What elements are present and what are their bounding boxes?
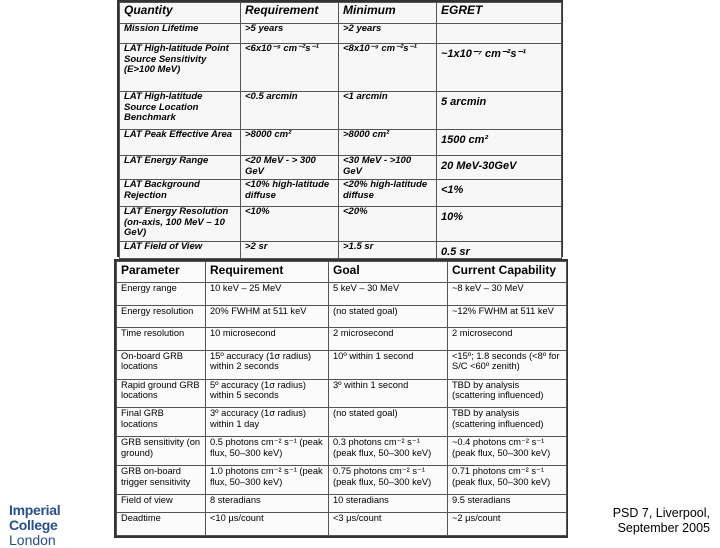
- table-cell-minimum: <8x10⁻⁹ cm⁻²s⁻¹: [339, 44, 437, 92]
- table-cell-goal: <3 μs/count: [329, 513, 448, 536]
- table-row: [117, 350, 567, 379]
- table-row: [117, 408, 567, 437]
- table-cell-goal: 5 keV – 30 MeV: [329, 283, 448, 306]
- table-cell-requirement: 20% FWHM at 511 keV: [206, 305, 329, 328]
- table-cell-requirement: <6x10⁻⁹ cm⁻²s⁻¹: [241, 44, 339, 92]
- table-cell-parameter: Energy resolution: [117, 305, 206, 328]
- table-cell-parameter: GRB sensitivity (on ground): [117, 437, 206, 466]
- table-cell-goal: 10 steradians: [329, 494, 448, 513]
- table-row: [120, 24, 562, 44]
- table-cell-current-capability: TBD by analysis (scattering influenced): [448, 408, 567, 437]
- table-cell-requirement: 15º accuracy (1σ radius) within 2 seconds: [206, 350, 329, 379]
- lat-requirements-table-frame: [117, 0, 563, 257]
- column-header-egret: EGRET: [437, 3, 562, 24]
- table-cell-quantity: LAT Field of View: [120, 242, 241, 259]
- table-cell-egret: ~1x10⁻⁷ cm⁻²s⁻¹: [437, 44, 562, 92]
- table-cell-quantity: LAT Background Rejection: [120, 180, 241, 207]
- table-cell-egret: [437, 24, 562, 44]
- table-cell-requirement: 5º accuracy (1σ radius) within 5 seconds: [206, 379, 329, 408]
- gbm-table-body: [117, 283, 567, 536]
- table-row: [120, 44, 562, 92]
- table-row: [120, 92, 562, 130]
- table-cell-requirement: >8000 cm²: [241, 130, 339, 156]
- table-cell-requirement: <20 MeV - > 300 GeV: [241, 156, 339, 180]
- table-row: [117, 305, 567, 328]
- table-cell-current-capability: 2 microsecond: [448, 328, 567, 351]
- table-row: [120, 242, 562, 259]
- table-cell-current-capability: ~2 μs/count: [448, 513, 567, 536]
- column-header-current-capability: Current Capability: [448, 262, 567, 283]
- table-row: [117, 466, 567, 495]
- table-cell-quantity: Mission Lifetime: [120, 24, 241, 44]
- table-cell-requirement: 10 keV – 25 MeV: [206, 283, 329, 306]
- table-cell-goal: 2 microsecond: [329, 328, 448, 351]
- slide-footer-note: [580, 506, 710, 536]
- table-row: [117, 494, 567, 513]
- table-cell-requirement: <0.5 arcmin: [241, 92, 339, 130]
- table-cell-requirement: 0.5 photons cm⁻² s⁻¹ (peak flux, 50–300 keV): [206, 437, 329, 466]
- table-cell-goal: 0.3 photons cm⁻² s⁻¹ (peak flux, 50–300 keV): [329, 437, 448, 466]
- table-cell-egret: 20 MeV-30GeV: [437, 156, 562, 180]
- table-cell-parameter: Rapid ground GRB locations: [117, 379, 206, 408]
- table-cell-quantity: LAT High-latitude Source Location Benchmark: [120, 92, 241, 130]
- table-cell-requirement: 3º accuracy (1σ radius) within 1 day: [206, 408, 329, 437]
- table-cell-goal: (no stated goal): [329, 305, 448, 328]
- table-cell-requirement: <10% high-latitude diffuse: [241, 180, 339, 207]
- table-cell-requirement: <10%: [241, 207, 339, 242]
- table-row: [120, 130, 562, 156]
- table-cell-current-capability: ~8 keV – 30 MeV: [448, 283, 567, 306]
- table-cell-quantity: LAT High-latitude Point Source Sensitivity (E>100 MeV): [120, 44, 241, 92]
- table-row: [117, 283, 567, 306]
- table-cell-goal: (no stated goal): [329, 408, 448, 437]
- table-cell-minimum: <20%: [339, 207, 437, 242]
- table-cell-goal: 3º within 1 second: [329, 379, 448, 408]
- table-row: [120, 180, 562, 207]
- lat-table-body: [120, 24, 562, 259]
- table-row: [117, 437, 567, 466]
- table-cell-minimum: <20% high-latitude diffuse: [339, 180, 437, 207]
- table-header-row: [120, 3, 562, 24]
- table-cell-current-capability: <15º; 1.8 seconds (<8º for S/C <60º zenith): [448, 350, 567, 379]
- imperial-college-logo: [9, 503, 111, 547]
- table-cell-requirement: 10 microsecond: [206, 328, 329, 351]
- table-cell-parameter: Deadtime: [117, 513, 206, 536]
- table-cell-parameter: Time resolution: [117, 328, 206, 351]
- lat-requirements-table: [119, 2, 562, 259]
- logo-line-2: London: [9, 532, 56, 548]
- table-cell-requirement: <10 μs/count: [206, 513, 329, 536]
- column-header-quantity: Quantity: [120, 3, 241, 24]
- table-cell-quantity: LAT Energy Range: [120, 156, 241, 180]
- table-row: [117, 379, 567, 408]
- table-cell-current-capability: 9.5 steradians: [448, 494, 567, 513]
- table-header-row: [117, 262, 567, 283]
- table-row: [117, 513, 567, 536]
- footer-note-line-1: PSD 7, Liverpool,: [612, 506, 710, 520]
- table-cell-current-capability: ~12% FWHM at 511 keV: [448, 305, 567, 328]
- table-cell-egret: 5 arcmin: [437, 92, 562, 130]
- table-cell-egret: 1500 cm²: [437, 130, 562, 156]
- table-cell-goal: 10º within 1 second: [329, 350, 448, 379]
- table-cell-parameter: Field of view: [117, 494, 206, 513]
- column-header-minimum: Minimum: [339, 3, 437, 24]
- table-cell-current-capability: 0.71 photons cm⁻² s⁻¹ (peak flux, 50–300 keV): [448, 466, 567, 495]
- table-cell-minimum: <1 arcmin: [339, 92, 437, 130]
- column-header-goal: Goal: [329, 262, 448, 283]
- table-cell-minimum: <30 MeV - >100 GeV: [339, 156, 437, 180]
- table-cell-parameter: On-board GRB locations: [117, 350, 206, 379]
- table-row: [120, 207, 562, 242]
- table-row: [120, 156, 562, 180]
- table-cell-requirement: >2 sr: [241, 242, 339, 259]
- gbm-requirements-table: [116, 261, 567, 536]
- table-cell-parameter: Final GRB locations: [117, 408, 206, 437]
- table-cell-quantity: LAT Peak Effective Area: [120, 130, 241, 156]
- table-cell-current-capability: ~0.4 photons cm⁻² s⁻¹ (peak flux, 50–300 keV): [448, 437, 567, 466]
- table-cell-parameter: Energy range: [117, 283, 206, 306]
- column-header-requirement: Requirement: [241, 3, 339, 24]
- footer-note-line-2: September 2005: [617, 521, 710, 535]
- table-cell-requirement: 1.0 photons cm⁻² s⁻¹ (peak flux, 50–300 keV): [206, 466, 329, 495]
- column-header-requirement: Requirement: [206, 262, 329, 283]
- table-cell-egret: 0.5 sr: [437, 242, 562, 259]
- table-cell-current-capability: TBD by analysis (scattering influenced): [448, 379, 567, 408]
- table-cell-minimum: >1.5 sr: [339, 242, 437, 259]
- table-cell-requirement: >5 years: [241, 24, 339, 44]
- gbm-requirements-table-frame: [114, 259, 568, 538]
- table-cell-egret: <1%: [437, 180, 562, 207]
- table-cell-minimum: >8000 cm²: [339, 130, 437, 156]
- table-cell-parameter: GRB on-board trigger sensitivity: [117, 466, 206, 495]
- logo-line-1: Imperial College: [9, 502, 61, 533]
- table-cell-egret: 10%: [437, 207, 562, 242]
- table-cell-minimum: >2 years: [339, 24, 437, 44]
- table-cell-requirement: 8 steradians: [206, 494, 329, 513]
- table-cell-quantity: LAT Energy Resolution (on-axis, 100 MeV – 10 GeV): [120, 207, 241, 242]
- table-row: [117, 328, 567, 351]
- table-cell-goal: 0.75 photons cm⁻² s⁻¹ (peak flux, 50–300 keV): [329, 466, 448, 495]
- column-header-parameter: Parameter: [117, 262, 206, 283]
